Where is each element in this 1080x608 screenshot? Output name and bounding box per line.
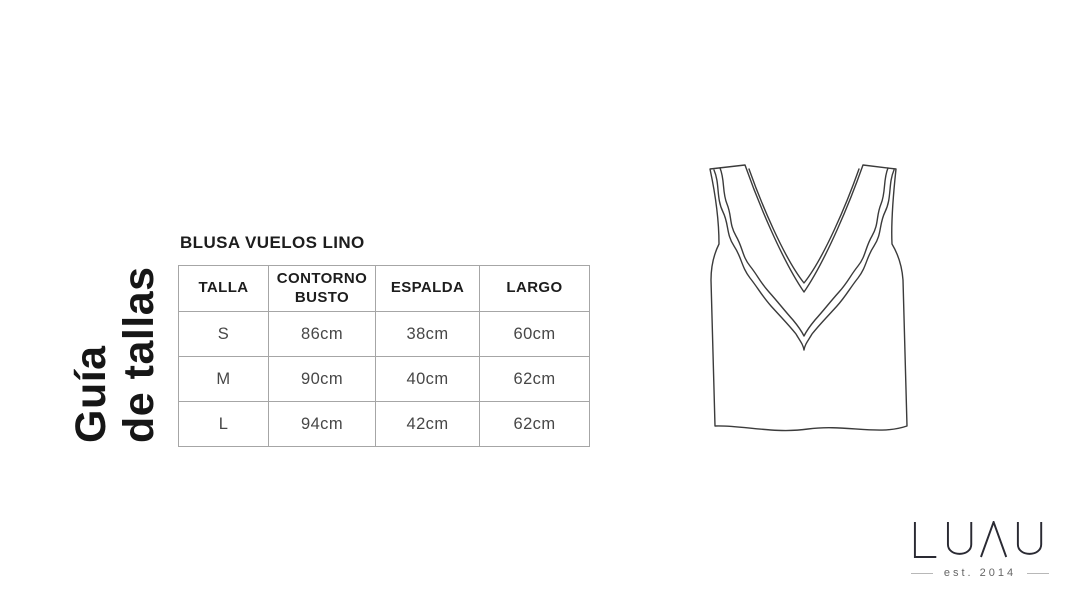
cell-size: L [179,402,269,447]
cell-largo: 62cm [480,402,590,447]
table-row-size-s [179,312,590,357]
cell-size: M [179,357,269,402]
column-header-espalda: ESPALDA [376,266,480,312]
size-guide-title-line1: Guía [67,345,115,443]
established-text: est. 2014 [943,567,1017,579]
column-header-contorno-busto: CONTORNO BUSTO [269,266,376,312]
size-table [178,265,590,447]
cell-largo: 60cm [480,312,590,357]
size-table-header-row [179,266,590,312]
dash-left [911,573,933,574]
blouse-outline [710,165,907,431]
cell-busto: 90cm [269,357,376,402]
table-row-size-m [179,357,590,402]
cell-size: S [179,312,269,357]
product-name: BLUSA VUELOS LINO [180,233,365,252]
blouse-illustration [698,162,910,438]
cell-espalda: 38cm [376,312,480,357]
table-row-size-l [179,402,590,447]
cell-espalda: 42cm [376,402,480,447]
column-header-largo: LARGO [480,266,590,312]
cell-busto: 86cm [269,312,376,357]
dash-right [1027,573,1049,574]
cell-largo: 62cm [480,357,590,402]
cell-espalda: 40cm [376,357,480,402]
brand-logo-block [911,521,1049,579]
cell-busto: 94cm [269,402,376,447]
established-line [911,567,1049,579]
size-guide-title [67,253,163,443]
luau-logo-icon [912,521,1048,560]
size-guide-title-line2: de tallas [115,266,163,443]
column-header-talla: TALLA [179,266,269,312]
